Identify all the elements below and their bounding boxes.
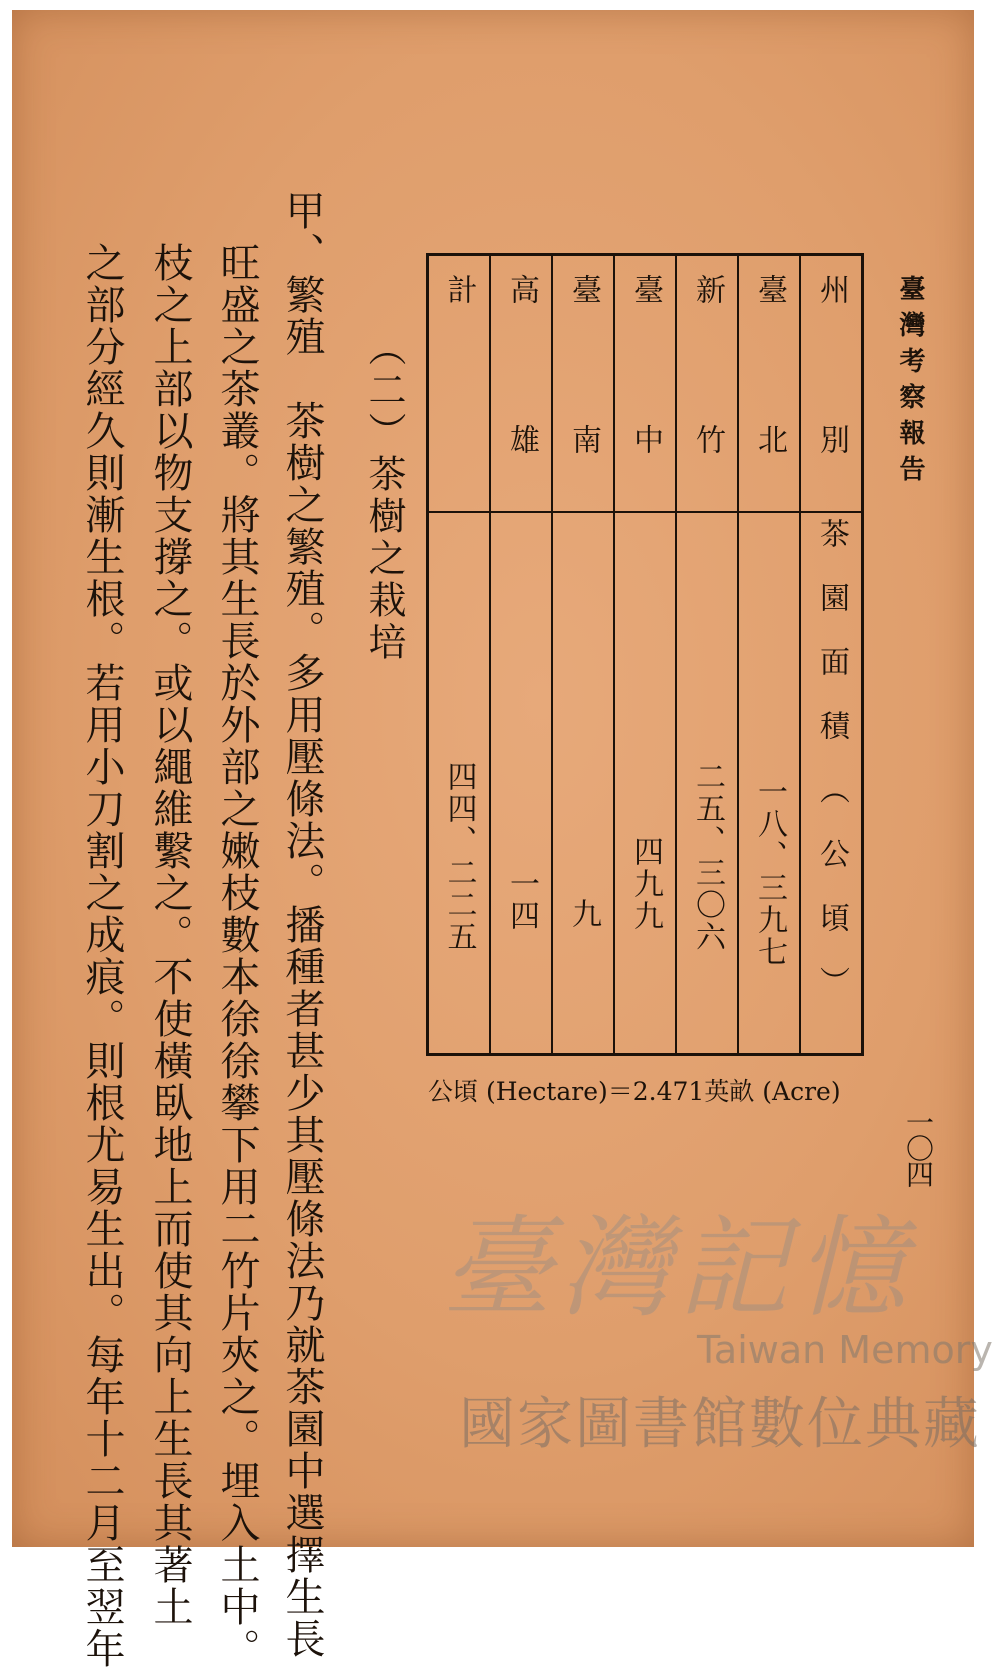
area-cell: 二五、三〇六: [690, 761, 725, 953]
body-line: 甲、繁殖 茶樹之繁殖。多用壓條法。播種者甚少其壓條法乃就茶園中選擇生長: [279, 190, 325, 1660]
watermark-calligraphy: 臺灣記憶: [442, 1204, 914, 1332]
area-cell: 一四: [504, 868, 539, 932]
table-row: [426, 256, 489, 1053]
table-row: [737, 256, 799, 1053]
tea-area-table: [426, 253, 864, 1056]
section-heading: （二）茶樹之栽培: [362, 328, 406, 664]
table-row: [551, 256, 613, 1053]
area-cell: 四四、二二五: [441, 761, 477, 953]
table-footnote: 公頃 (Hectare)＝2.471英畝 (Acre): [428, 1077, 841, 1106]
header-label: 州別: [814, 274, 849, 574]
table-row: [489, 256, 551, 1053]
table-row: [675, 256, 737, 1053]
watermark-latin: Taiwan Memory: [697, 1328, 993, 1372]
table-row: [613, 256, 675, 1053]
header-value: 茶園面積（公頃）: [814, 518, 849, 1030]
body-line: 枝之上部以物支撐之。或以繩維繫之。不使橫臥地上而使其向上生長其著土: [147, 242, 193, 1628]
watermark-org: 國家圖書館數位典藏: [459, 1392, 981, 1457]
region-cell: 計: [441, 274, 477, 304]
body-line: 旺盛之茶叢。將其生長於外部之嫩枝數本徐徐攀下用二竹片夾之。埋入土中。: [214, 242, 260, 1670]
area-cell: 四九九: [628, 836, 663, 932]
scanned-page: [12, 10, 993, 1670]
body-line: 之部分經久則漸生根。若用小刀割之成痕。則根尤易生出。每年十二月至翌年: [79, 242, 125, 1670]
area-cell: 九: [566, 898, 601, 930]
page-number: 一〇四: [902, 1108, 935, 1186]
region-cell: 臺北: [752, 274, 787, 574]
region-cell: 臺中: [628, 274, 663, 574]
area-cell: 一八、三九七: [752, 776, 787, 968]
region-cell: 臺南: [566, 274, 601, 574]
table-header-column: [799, 256, 861, 1053]
region-cell: 高雄: [504, 274, 539, 574]
running-head: 臺灣考察報告: [895, 275, 925, 491]
region-cell: 新竹: [690, 274, 725, 574]
